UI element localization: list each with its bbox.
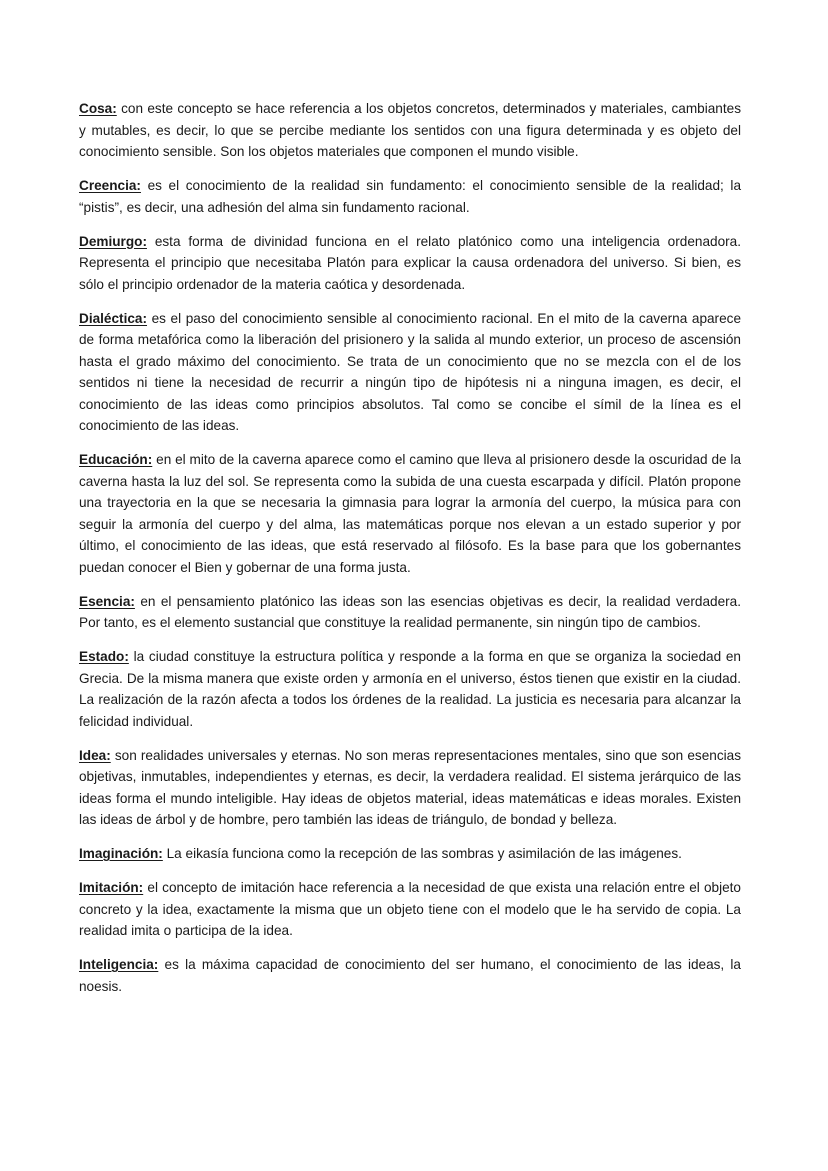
entry-definition: es el paso del conocimiento sensible al conocimiento racional. En el mito de la caverna aparece de forma metafórica como la liberación del prisionero y la salida al mundo exterior, un proceso de ascensión hasta el grado máximo del conocimiento. Se trata de un conocimiento que no se mezcla con el de los sentidos ni tiene la necesidad de recurrir a ningún tipo de hipótesis ni a ninguna imagen, es decir, el conocimiento de las ideas como principios absolutos. Tal como se concibe el símil de la línea es el conocimiento de las ideas. — [79, 310, 742, 433]
entry-term: Inteligencia: — [79, 957, 159, 972]
glossary-entry-inteligencia — [79, 954, 741, 997]
entry-term: Creencia: — [79, 178, 141, 193]
entry-definition: la ciudad constituye la estructura política y responde a la forma en que se organiza la sociedad en Grecia. De la misma manera que existe orden y armonía en el universo, éstos tienen que existir en la ciudad. La realización de la razón afecta a todos los órdenes de la realidad. La justicia es necesaria para alcanzar la felicidad individual. — [79, 649, 741, 729]
entry-definition: en el mito de la caverna aparece como el camino que lleva al prisionero desde la oscuridad de la caverna hasta la luz del sol. Se representa como la subida de una cuesta escarpada y difícil. Platón propone una trayectoria en la que se necesaria la gimnasia para lograr la armonía del cuerpo, la música para con seguir la armonía del cuerpo y del alma, las matemáticas porque nos elevan a un estado superior y por último, el conocimiento de las ideas, que está reservado al filósofo. Es la base para que los gobernantes puedan conocer el Bien y gobernar de una forma justa. — [79, 452, 741, 575]
glossary-entry-imaginacion — [79, 843, 741, 865]
entry-definition: es el conocimiento de la realidad sin fundamento: el conocimiento sensible de la realidad; la “pistis”, es decir, una adhesión del alma sin fundamento racional. — [79, 178, 742, 215]
glossary-page — [79, 98, 741, 1010]
entry-term: Educación: — [79, 452, 153, 467]
entry-term: Cosa: — [79, 101, 117, 116]
glossary-entry-demiurgo — [79, 231, 741, 296]
entry-term: Dialéctica: — [79, 310, 148, 326]
entry-definition: el concepto de imitación hace referencia a la necesidad de que exista una relación entre el objeto concreto y la idea, exactamente la misma que un objeto tiene con el modelo que le ha servido de copia. La realidad imita o participa de la idea. — [79, 880, 741, 938]
glossary-entry-idea — [79, 745, 741, 831]
entry-term: Imaginación: — [79, 846, 163, 861]
glossary-entry-dialectica — [79, 308, 741, 437]
entry-definition: con este concepto se hace referencia a los objetos concretos, determinados y materiales, cambiantes y mutables, es decir, lo que se percibe mediante los sentidos con una figura determinada y es objeto del conocimiento sensible. Son los objetos materiales que componen el mundo visible. — [79, 101, 741, 159]
entry-definition: esta forma de divinidad funciona en el relato platónico como una inteligencia ordenadora. Representa el principio que necesitaba Platón para explicar la causa ordenadora del universo. Si bien, es sólo el principio ordenador de la materia caótica y desordenada. — [79, 233, 741, 292]
entry-definition: La eikasía funciona como la recepción de las sombras y asimilación de las imágenes. — [166, 846, 682, 861]
entry-definition: es la máxima capacidad de conocimiento del ser humano, el conocimiento de las ideas, la noesis. — [79, 957, 741, 994]
glossary-entry-imitacion — [79, 877, 741, 942]
entry-term: Esencia: — [79, 593, 135, 609]
glossary-entry-cosa — [79, 98, 741, 163]
entry-definition: son realidades universales y eternas. No son meras representaciones mentales, sino que son esencias objetivas, inmutables, independientes y eternas, es decir, la verdadera realidad. El sistema jerárquico de las ideas forma el mundo inteligible. Hay ideas de objetos material, ideas matemáticas e ideas morales. Existen las ideas de árbol y de hombre, pero también las ideas de triángulo, de bondad y belleza. — [79, 747, 741, 827]
entry-term: Imitación: — [79, 880, 144, 895]
entry-term: Estado: — [79, 649, 129, 664]
entry-definition: en el pensamiento platónico las ideas son las esencias objetivas es decir, la realidad verdadera. Por tanto, es el elemento sustancial que constituye la realidad permanente, sin ningún tipo de cambios. — [79, 593, 741, 630]
entry-term: Demiurgo: — [79, 233, 147, 249]
entry-term: Idea: — [79, 747, 111, 763]
glossary-entry-educacion — [79, 449, 741, 578]
glossary-entry-creencia — [79, 175, 741, 218]
glossary-entry-esencia — [79, 591, 741, 634]
glossary-entry-estado — [79, 646, 741, 732]
